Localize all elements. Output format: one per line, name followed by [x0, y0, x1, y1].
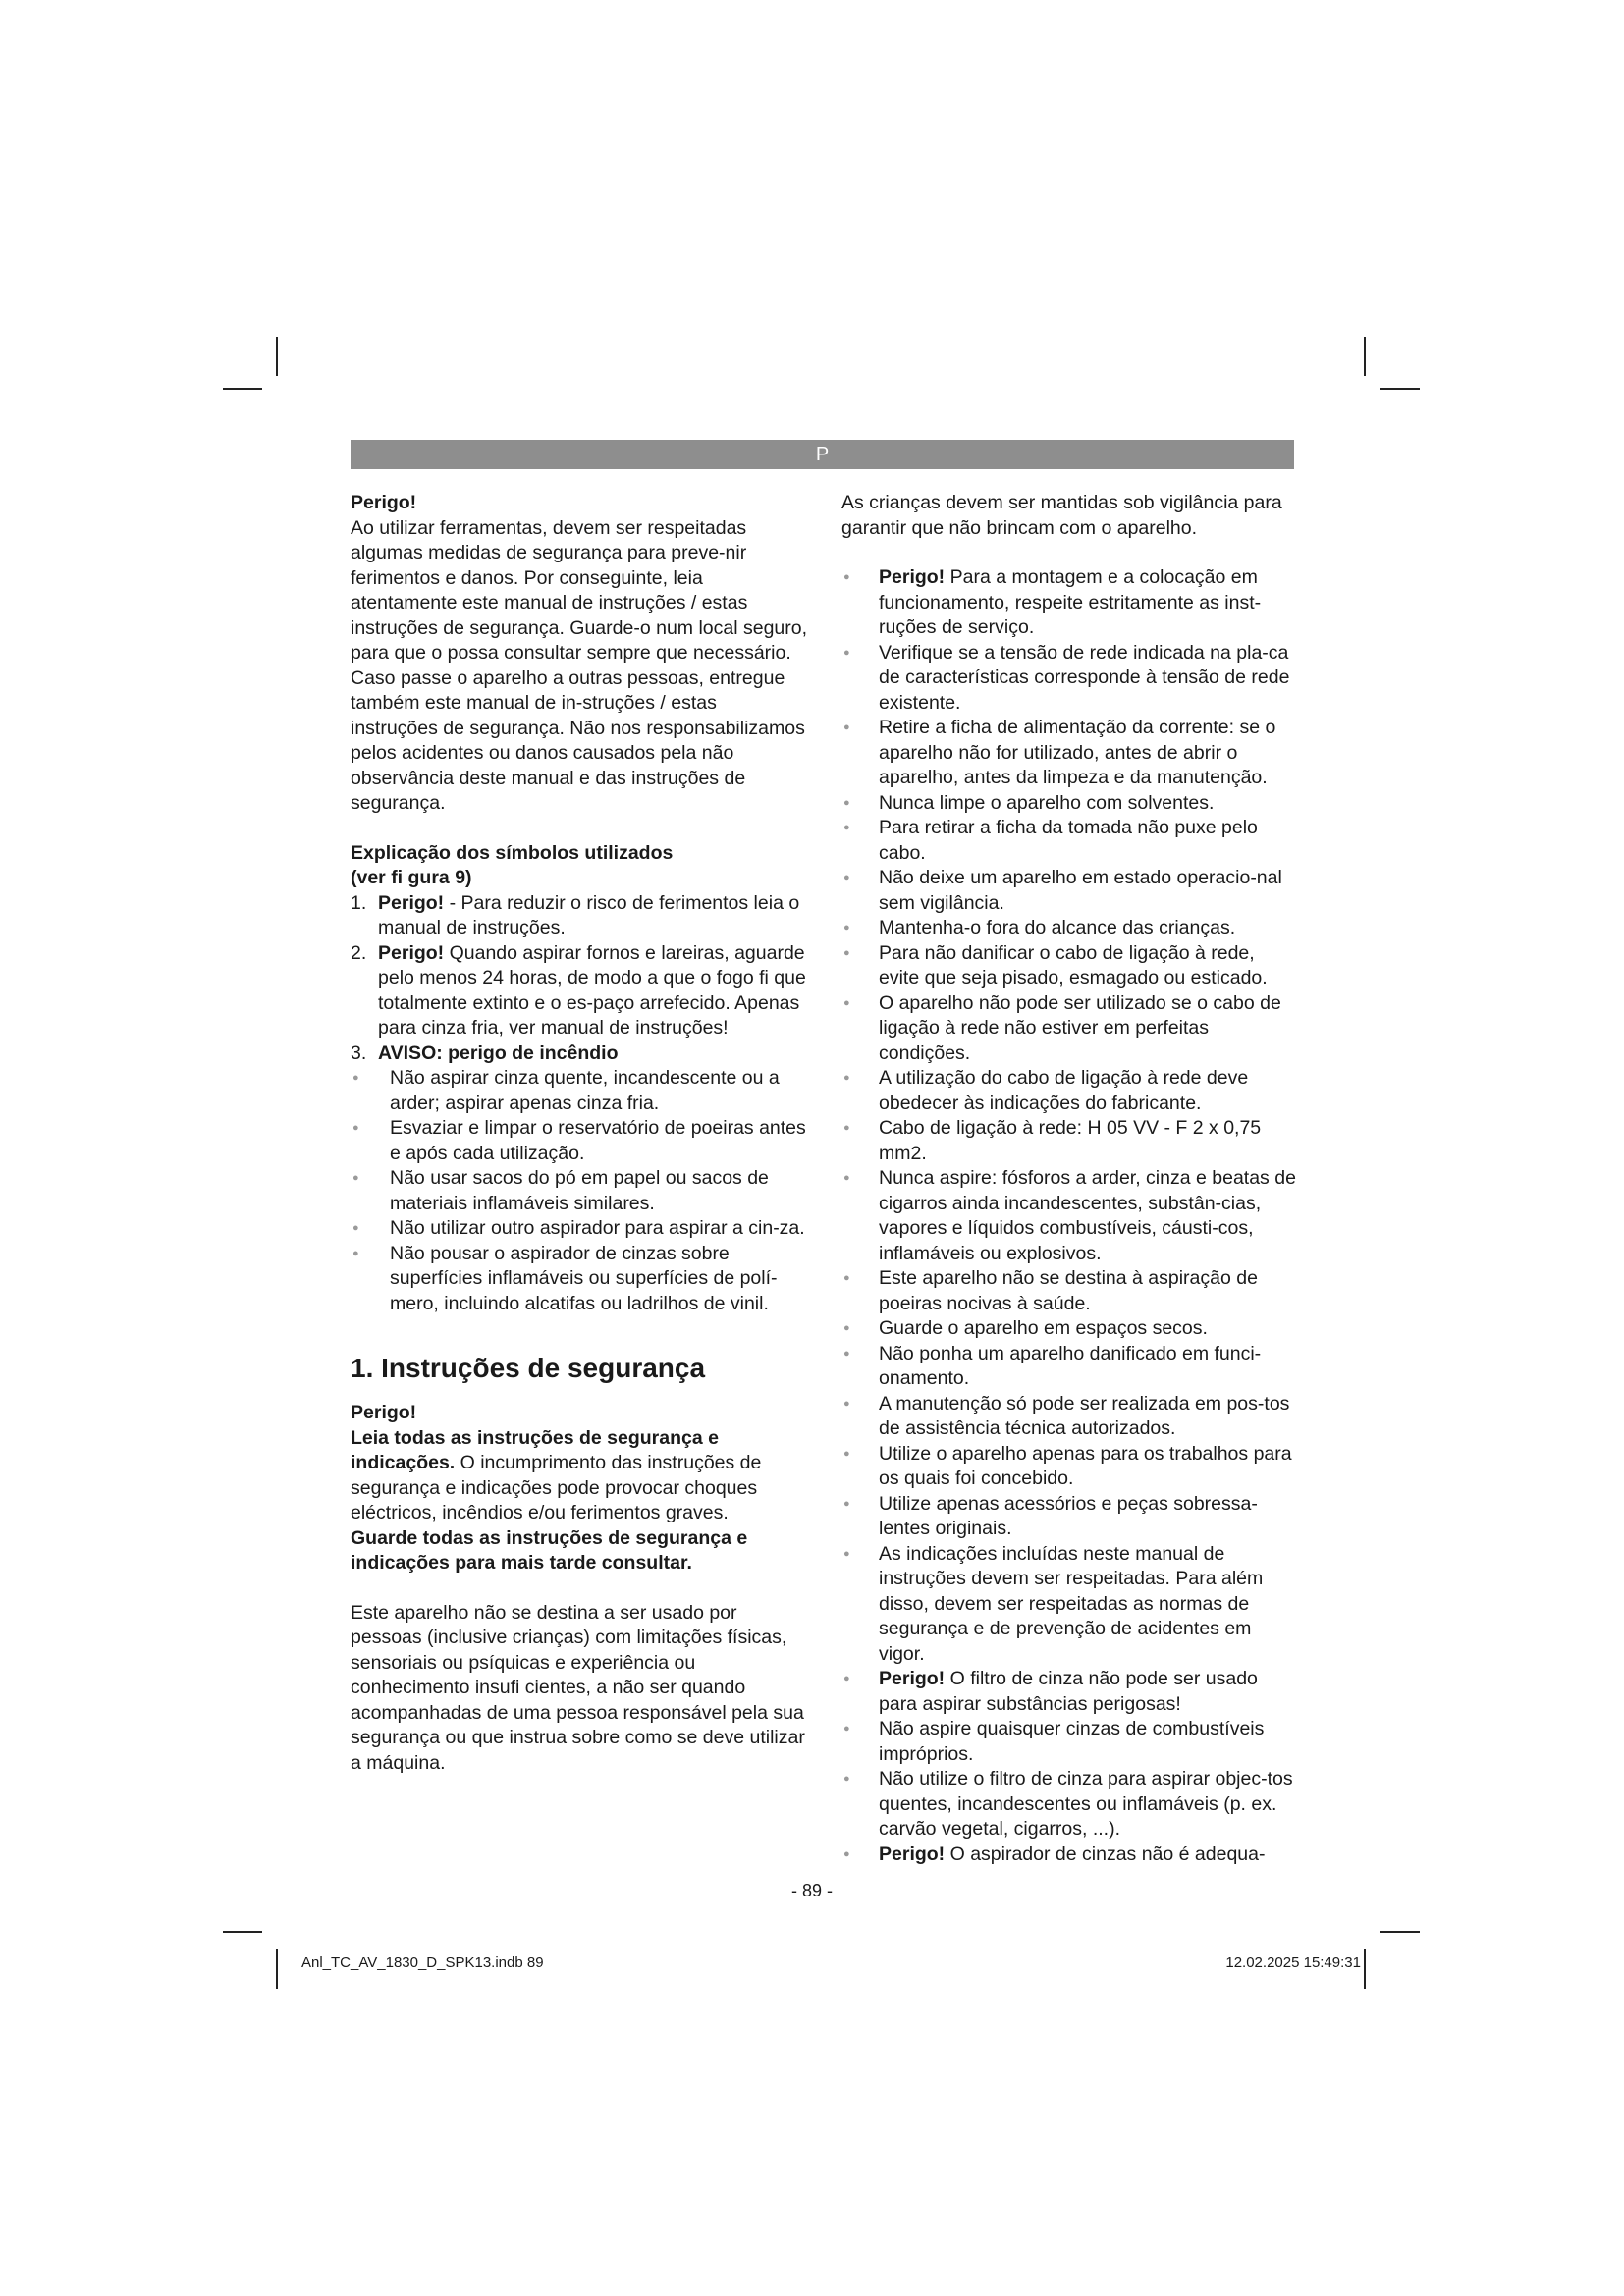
children-paragraph: As crianças devem ser mantidas sob vigilância para garantir que não brincam com o aparelho. — [841, 492, 1282, 539]
left-column — [351, 491, 807, 1776]
list-item: ● Mantenha-o fora do alcance das crianças. — [841, 916, 1298, 941]
list-item: ● Este aparelho não se destina à aspiração de poeiras nocivas à saúde. — [841, 1266, 1298, 1316]
list-item: ● Não aspirar cinza quente, incandescente ou a arder; aspirar apenas cinza fria. — [351, 1066, 807, 1116]
right-column — [841, 491, 1298, 1867]
file-name: Anl_TC_AV_1830_D_SPK13.indb 89 — [301, 1954, 544, 1971]
crop-mark — [276, 1949, 278, 1989]
list-item: ● Guarde o aparelho em espaços secos. — [841, 1316, 1298, 1342]
print-datetime: 12.02.2025 15:49:31 — [1225, 1954, 1361, 1971]
list-item: ● Não utilizar outro aspirador para aspirar a cin-za. — [351, 1216, 807, 1242]
list-item: ● Utilize o aparelho apenas para os trabalhos para os quais foi concebido. — [841, 1442, 1298, 1492]
language-header-bar: P — [351, 440, 1294, 469]
list-item: ● A manutenção só pode ser realizada em pos-tos de assistência técnica autorizados. — [841, 1392, 1298, 1442]
keep-instructions-note: Guarde todas as instruções de segurança e indicações para mais tarde consultar. — [351, 1526, 748, 1574]
fire-warning-list — [351, 1066, 807, 1316]
list-item: ● Nunca limpe o aparelho com solventes. — [841, 791, 1298, 817]
safety-list — [841, 565, 1298, 1867]
list-item: ● Para não danificar o cabo de ligação à rede, evite que seja pisado, esmagado ou esticado. — [841, 941, 1298, 991]
crop-mark — [1380, 1931, 1420, 1933]
numbered-item: 1. Perigo! - Para reduzir o risco de ferimentos leia o manual de instruções. — [351, 891, 800, 938]
list-item: ● As indicações incluídas neste manual de instruções devem ser respeitadas. Para além disso, devem ser respeitadas as normas de segurança e de prevenção de acidentes em vigor. — [841, 1542, 1298, 1668]
symbols-heading: Explicação dos símbolos utilizados — [351, 841, 674, 864]
crop-mark — [1380, 388, 1420, 390]
page-number: - 89 - — [790, 1881, 833, 1900]
list-item: ● A utilização do cabo de ligação à rede deve obedecer às indicações do fabricante. — [841, 1066, 1298, 1116]
list-item: ● Não usar sacos do pó em papel ou sacos de materiais inflamáveis similares. — [351, 1166, 807, 1216]
list-item: ● Perigo! O filtro de cinza não pode ser usado para aspirar substâncias perigosas! — [841, 1667, 1298, 1717]
crop-mark — [223, 1931, 262, 1933]
warning-paragraph: Leia todas as instruções de segurança e indicações. O incumprimento das instruções de segurança e indicações pode provocar choques eléctricos, incêndios e/ou ferimentos graves. — [351, 1426, 762, 1523]
list-item: ● Verifique se a tensão de rede indicada na pla-ca de características corresponde à tensão de rede existente. — [841, 641, 1298, 717]
numbered-item: 2. Perigo! Quando aspirar fornos e lareiras, aguarde pelo menos 24 horas, de modo a que o fogo fi que totalmente extinto e o es-paço arrefecido. Apenas para cinza fria, ver manual de instruções! — [351, 941, 806, 1039]
list-item: ● Retire a ficha de alimentação da corrente: se o aparelho não for utilizado, antes de abrir o aparelho, antes da limpeza e da manutenção. — [841, 716, 1298, 791]
list-item: ● Para retirar a ficha da tomada não puxe pelo cabo. — [841, 816, 1298, 866]
list-item: ● Cabo de ligação à rede: H 05 VV - F 2 x 0,75 mm2. — [841, 1116, 1298, 1166]
list-item: ● Esvaziar e limpar o reservatório de poeiras antes e após cada utilização. — [351, 1116, 807, 1166]
crop-mark — [1364, 337, 1366, 376]
list-item: ● Perigo! Para a montagem e a colocação em funcionamento, respeite estritamente as inst-ruções de serviço. — [841, 565, 1298, 641]
intro-paragraph: Ao utilizar ferramentas, devem ser respeitadas algumas medidas de segurança para preve-nir ferimentos e danos. Por conseguinte, leia atentamente este manual de instruções / estas instruções de segurança. Guarde-o num local seguro, para que o possa consultar sempre que necessário. Caso passe o aparelho a outras pessoas, entregue também este manual de in-struções / estas instruções de segurança. Não nos responsabilizamos pelos acidentes ou danos causados pela não observância deste manual e das instruções de segurança. — [351, 516, 808, 814]
list-item: ● Não ponha um aparelho danificado em funci-onamento. — [841, 1342, 1298, 1392]
list-item: ● Utilize apenas acessórios e peças sobressa-lentes originais. — [841, 1492, 1298, 1542]
symbols-heading-figure: (ver fi gura 9) — [351, 867, 472, 888]
list-item: ● Não aspire quaisquer cinzas de combustíveis impróprios. — [841, 1717, 1298, 1767]
list-item: ● Perigo! O aspirador de cinzas não é adequa- — [841, 1842, 1298, 1868]
danger-title-2: Perigo! — [351, 1402, 417, 1423]
list-item: ● Não pousar o aspirador de cinzas sobre superfícies inflamáveis ou superfícies de polí-mero, incluindo alcatifas ou ladrilhos de vinil. — [351, 1242, 807, 1317]
crop-mark — [276, 337, 278, 376]
numbered-item: 3. AVISO: perigo de incêndio — [351, 1041, 619, 1064]
list-item: ● Não deixe um aparelho em estado operacio-nal sem vigilância. — [841, 866, 1298, 916]
list-item: ● Nunca aspire: fósforos a arder, cinza e beatas de cigarros ainda incandescentes, substân-cias, vapores e líquidos combustíveis, cáusti-cos, inflamáveis ou explosivos. — [841, 1166, 1298, 1266]
section-title: 1. Instruções de segurança — [351, 1353, 706, 1383]
list-item: ● Não utilize o filtro de cinza para aspirar objec-tos quentes, incandescentes ou inflamáveis (p. ex. carvão vegetal, cigarros, ...). — [841, 1767, 1298, 1842]
danger-title: Perigo! — [351, 492, 417, 513]
list-item: ● O aparelho não pode ser utilizado se o cabo de ligação à rede não estiver em perfeitas condições. — [841, 991, 1298, 1067]
crop-mark — [1364, 1949, 1366, 1989]
persons-paragraph: Este aparelho não se destina a ser usado por pessoas (inclusive crianças) com limitações físicas, sensoriais ou psíquicas e experiência ou conhecimento insufi cientes, a não ser quando acompanhadas de uma pessoa responsável pela sua segurança ou que instrua sobre como se deve utilizar a máquina. — [351, 1601, 805, 1774]
crop-mark — [223, 388, 262, 390]
